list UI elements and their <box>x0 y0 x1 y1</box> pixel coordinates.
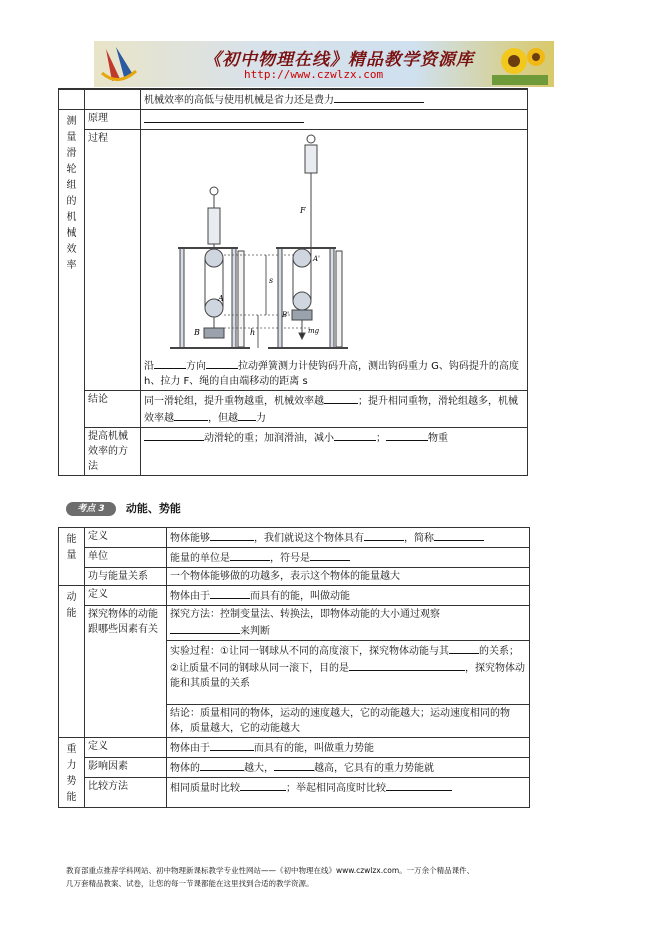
footer-line-1: 教育部重点推荐学科网站、初中物理新课标教学专业性网站——《初中物理在线》www.czwlzx.com。一万余个精品课件、 <box>66 866 475 875</box>
principle-blank <box>141 110 528 130</box>
improve-text: 动滑轮的重；加润滑油，减小 ； 物重 <box>141 428 528 476</box>
section-badge: 考点 3 <box>66 502 116 516</box>
process-label: 过程 <box>85 130 141 391</box>
label-f: F <box>300 206 306 215</box>
kinetic-conclusion: 结论：质量相同的物体，运动的速度越大，它的动能越大；运动速度相同的物体，质量越大，它的动能越大 <box>167 705 530 738</box>
label-a-prime: A' <box>313 255 320 263</box>
conclusion-label: 结论 <box>85 391 141 428</box>
header-banner <box>94 41 554 87</box>
banner-url: http://www.czwlzx.com <box>244 68 384 81</box>
improve-label: 提高机械效率的方法 <box>85 428 141 476</box>
energy-table <box>58 527 530 808</box>
banner-title: 《初中物理在线》精品教学资源库 <box>204 50 474 70</box>
work-energy-label: 功与能量关系 <box>85 568 167 586</box>
category-energy: 能量 <box>59 528 85 586</box>
label-b: B <box>194 328 200 337</box>
energy-def-label: 定义 <box>85 528 167 548</box>
label-s: s <box>269 276 274 285</box>
category-gravity: 重力势能 <box>59 738 85 808</box>
explore-label: 探究物体的动能跟哪些因素有关 <box>85 606 167 738</box>
conclusion-text: 同一滑轮组，提升重物越重，机械效率越 ；提升相同重物，滑轮组越多，机械效率越 ，但越 力 <box>141 391 528 428</box>
section-heading <box>66 500 181 516</box>
sunflower-icon <box>492 43 548 85</box>
experiment-process: 实验过程：①让同一钢球从不同的高度滚下，探究物体动能与其 的关系； ②让质量不同的钢球从同一滚下，目的是 ，探究物体动能和其质量的关系 <box>167 641 530 705</box>
label-h: h <box>250 328 256 337</box>
energy-unit-label: 单位 <box>85 548 167 568</box>
page-footer <box>66 864 606 890</box>
factor-label: 影响因素 <box>85 758 167 778</box>
process-text: 沿 方向 拉动弹簧测力计使钩码升高，测出钩码重力 G、钩码提升的高度 h、拉力 F、绳的自由端移动的距离 s <box>144 357 524 389</box>
factor-text: 物体的 越大， 越高，它具有的重力势能就 <box>167 758 530 778</box>
compare-text: 相同质量时比较 ；举起相同高度时比较 <box>167 778 530 808</box>
category-kinetic: 动能 <box>59 586 85 738</box>
work-energy-text: 一个物体能够做的功越多，表示这个物体的能量越大 <box>167 568 530 586</box>
label-mg: mg <box>308 327 320 335</box>
process-cell <box>141 130 528 391</box>
kinetic-def-text: 物体由于 而具有的能，叫做动能 <box>167 586 530 606</box>
footer-line-2: 几万套精品教案、试卷，让您的每一节课都能在这里找到合适的教学资源。 <box>66 879 314 888</box>
section-title: 动能、势能 <box>125 502 181 515</box>
energy-def-text: 物体能够 ，我们就说这个物体具有 ，简称 <box>167 528 530 548</box>
explore-method: 探究方法：控制变量法、转换法，即物体动能的大小通过观察 来判断 <box>167 606 530 641</box>
site-logo-icon <box>98 43 138 85</box>
pulley-experiment-diagram <box>170 133 370 355</box>
energy-unit-text: 能量的单位是 ，符号是 <box>167 548 530 568</box>
compare-label: 比较方法 <box>85 778 167 808</box>
gravity-def-label: 定义 <box>85 738 167 758</box>
category-pulley-efficiency: 测量滑轮组的机械效率 <box>59 110 85 476</box>
kinetic-def-label: 定义 <box>85 586 167 606</box>
efficiency-note: 机械效率的高低与使用机械是省力还是费力 <box>141 90 528 110</box>
pulley-efficiency-table <box>58 89 528 476</box>
label-b-prime: B' <box>282 311 290 319</box>
principle-label: 原理 <box>85 110 141 130</box>
label-a: A <box>218 294 224 303</box>
gravity-def-text: 物体由于 而具有的能，叫做重力势能 <box>167 738 530 758</box>
